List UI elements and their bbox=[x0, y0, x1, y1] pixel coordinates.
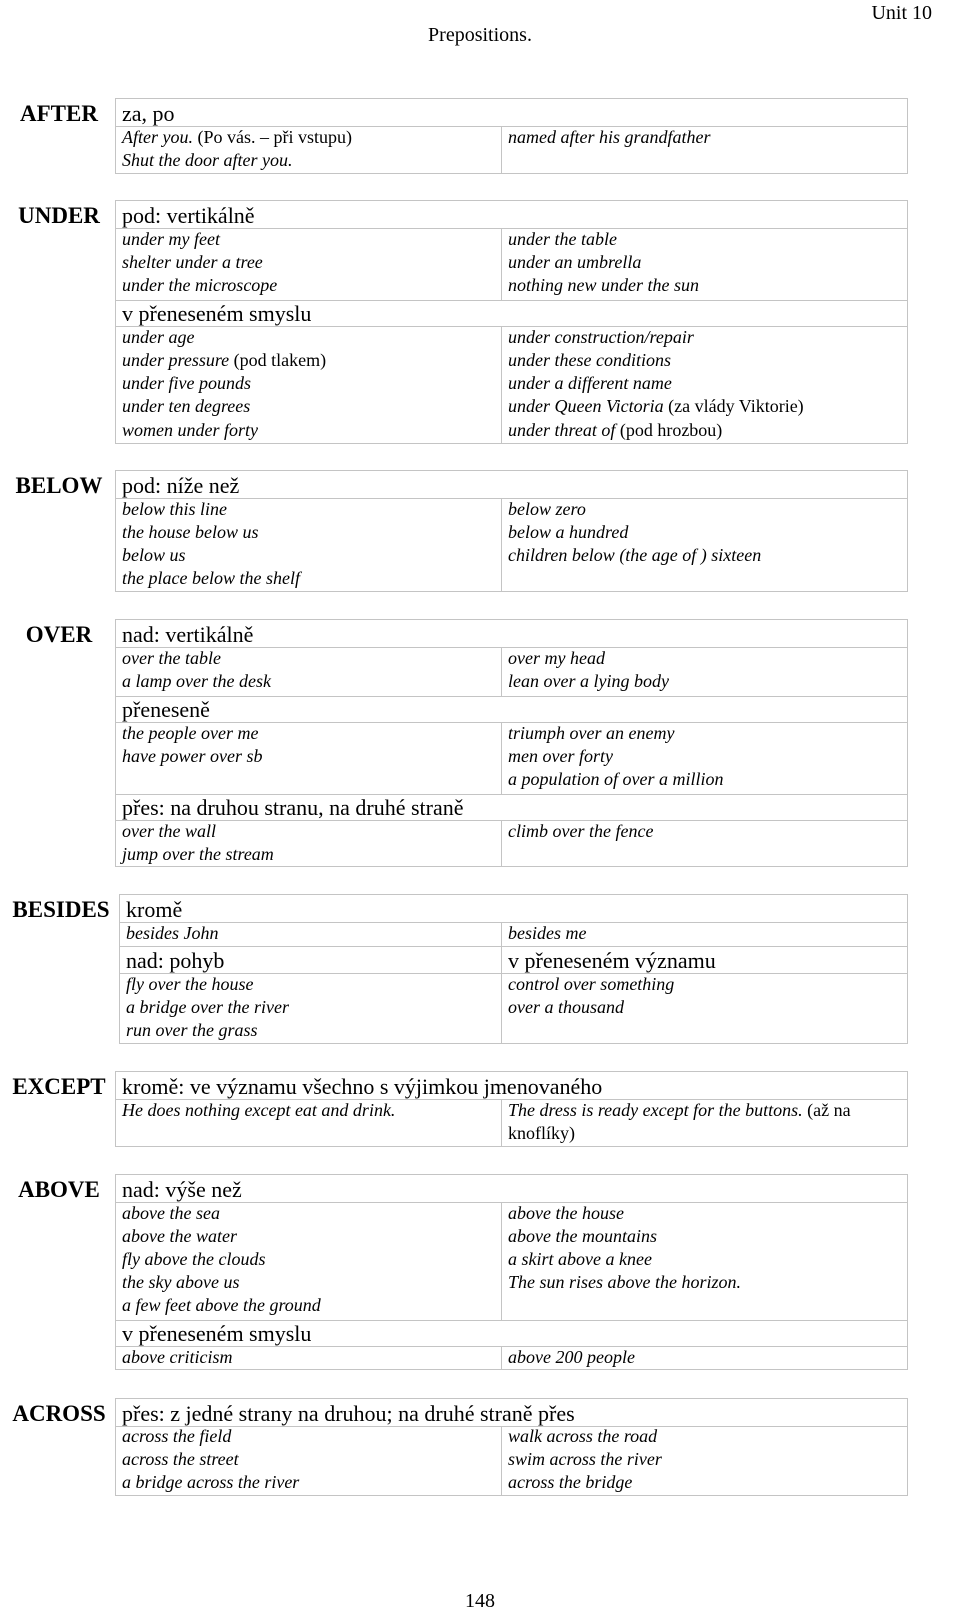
meaning-header: kromě bbox=[126, 897, 183, 922]
example-right: besides me bbox=[508, 923, 587, 943]
example-right: nothing new under the sun bbox=[508, 275, 699, 295]
example-right: lean over a lying body bbox=[508, 671, 669, 691]
example-left: besides John bbox=[126, 923, 219, 943]
example-right: The dress is ready except for the buttons. (až na bbox=[508, 1100, 851, 1120]
example-note: knoflíky) bbox=[508, 1123, 575, 1143]
column-divider bbox=[501, 1202, 502, 1320]
example-left: over the table bbox=[122, 648, 221, 668]
example-left: above the sea bbox=[122, 1203, 220, 1223]
example-right: under these conditions bbox=[508, 350, 671, 370]
meaning-header: přes: na druhou stranu, na druhé straně bbox=[122, 795, 464, 820]
example-right: under threat of (pod hrozbou) bbox=[508, 420, 723, 440]
example-left: fly over the house bbox=[126, 974, 254, 994]
example-left: He does nothing except eat and drink. bbox=[122, 1100, 396, 1120]
column-divider bbox=[501, 922, 502, 1044]
example-left: shelter under a tree bbox=[122, 252, 263, 272]
example-left: a bridge over the river bbox=[126, 997, 289, 1017]
example-left: Shut the door after you. bbox=[122, 150, 293, 170]
section-word: AFTER bbox=[20, 101, 98, 126]
column-divider bbox=[501, 1346, 502, 1370]
column-divider bbox=[501, 722, 502, 794]
example-right: above the mountains bbox=[508, 1226, 657, 1246]
section-word: UNDER bbox=[18, 203, 100, 228]
example-right: a population of over a million bbox=[508, 769, 724, 789]
example-right: above the house bbox=[508, 1203, 624, 1223]
example-right: below a hundred bbox=[508, 522, 629, 542]
example-left: a lamp over the desk bbox=[122, 671, 271, 691]
example-left: run over the grass bbox=[126, 1020, 258, 1040]
example-right: The sun rises above the horizon. bbox=[508, 1272, 741, 1292]
example-right: above 200 people bbox=[508, 1347, 635, 1367]
meaning-header: nad: vertikálně bbox=[122, 622, 254, 647]
example-left: a few feet above the ground bbox=[122, 1295, 321, 1315]
meaning-header: pod: vertikálně bbox=[122, 203, 255, 228]
example-right: under the table bbox=[508, 229, 617, 249]
example-right: a skirt above a knee bbox=[508, 1249, 652, 1269]
example-left: a bridge across the river bbox=[122, 1472, 300, 1492]
example-left: the place below the shelf bbox=[122, 568, 300, 588]
example-left: below us bbox=[122, 545, 186, 565]
example-left: above criticism bbox=[122, 1347, 233, 1367]
example-right: walk across the road bbox=[508, 1426, 658, 1446]
example-right: named after his grandfather bbox=[508, 127, 711, 147]
example-right: across the bridge bbox=[508, 1472, 633, 1492]
example-right: over my head bbox=[508, 648, 605, 668]
column-divider bbox=[501, 1099, 502, 1147]
example-right: swim across the river bbox=[508, 1449, 662, 1469]
meaning-header: v přeneseném smyslu bbox=[122, 301, 312, 326]
example-left: under five pounds bbox=[122, 373, 251, 393]
example-left: the sky above us bbox=[122, 1272, 240, 1292]
example-right: below zero bbox=[508, 499, 586, 519]
row-divider bbox=[119, 946, 908, 947]
section-word: ABOVE bbox=[18, 1177, 100, 1202]
meaning-header: kromě: ve významu všechno s výjimkou jmenovaného bbox=[122, 1074, 603, 1099]
example-right: under a different name bbox=[508, 373, 672, 393]
page-number: 148 bbox=[465, 1590, 495, 1612]
meaning-header: pod: níže než bbox=[122, 473, 240, 498]
meaning-header: nad: výše než bbox=[122, 1177, 242, 1202]
example-right: under Queen Victoria (za vlády Viktorie) bbox=[508, 396, 804, 416]
example-left: under my feet bbox=[122, 229, 220, 249]
example-left: women under forty bbox=[122, 420, 258, 440]
example-left: have power over sb bbox=[122, 746, 263, 766]
example-right: under construction/repair bbox=[508, 327, 694, 347]
example-left: jump over the stream bbox=[122, 844, 274, 864]
example-right: children below (the age of ) sixteen bbox=[508, 545, 762, 565]
column-divider bbox=[501, 228, 502, 300]
example-left: under ten degrees bbox=[122, 396, 251, 416]
example-left: across the street bbox=[122, 1449, 239, 1469]
meaning-header: za, po bbox=[122, 101, 175, 126]
column-divider bbox=[501, 326, 502, 444]
section-word: BELOW bbox=[15, 473, 103, 498]
section-word: ACROSS bbox=[12, 1401, 106, 1426]
example-left: under the microscope bbox=[122, 275, 278, 295]
meaning-header: přes: z jedné strany na druhou; na druhé straně přes bbox=[122, 1401, 575, 1426]
section-word: OVER bbox=[25, 622, 93, 647]
example-left: the house below us bbox=[122, 522, 259, 542]
meaning-header: přeneseně bbox=[122, 697, 210, 722]
meaning-header: nad: pohyb bbox=[126, 948, 225, 973]
unit-label: Unit 10 bbox=[871, 2, 932, 24]
example-left: above the water bbox=[122, 1226, 237, 1246]
example-right: control over something bbox=[508, 974, 675, 994]
example-right: over a thousand bbox=[508, 997, 624, 1017]
example-left: under pressure (pod tlakem) bbox=[122, 350, 327, 370]
example-left: fly above the clouds bbox=[122, 1249, 266, 1269]
meaning-header: v přeneseném smyslu bbox=[122, 1321, 312, 1346]
section-word: BESIDES bbox=[12, 897, 110, 922]
column-divider bbox=[501, 647, 502, 696]
example-left: the people over me bbox=[122, 723, 259, 743]
example-left: over the wall bbox=[122, 821, 216, 841]
section-word: EXCEPT bbox=[12, 1074, 106, 1099]
example-left: After you. (Po vás. – při vstupu) bbox=[122, 127, 352, 147]
column-divider bbox=[501, 498, 502, 592]
row-divider bbox=[115, 696, 908, 697]
example-right: triumph over an enemy bbox=[508, 723, 675, 743]
page-title: Prepositions. bbox=[428, 24, 532, 46]
column-divider bbox=[501, 1426, 502, 1496]
example-left: across the field bbox=[122, 1426, 232, 1446]
example-right: climb over the fence bbox=[508, 821, 654, 841]
column-divider bbox=[501, 820, 502, 867]
example-right: under an umbrella bbox=[508, 252, 642, 272]
example-left: under age bbox=[122, 327, 195, 347]
example-right: men over forty bbox=[508, 746, 613, 766]
example-left: below this line bbox=[122, 499, 227, 519]
meaning-header: v přeneseném významu bbox=[508, 948, 716, 973]
column-divider bbox=[501, 126, 502, 174]
